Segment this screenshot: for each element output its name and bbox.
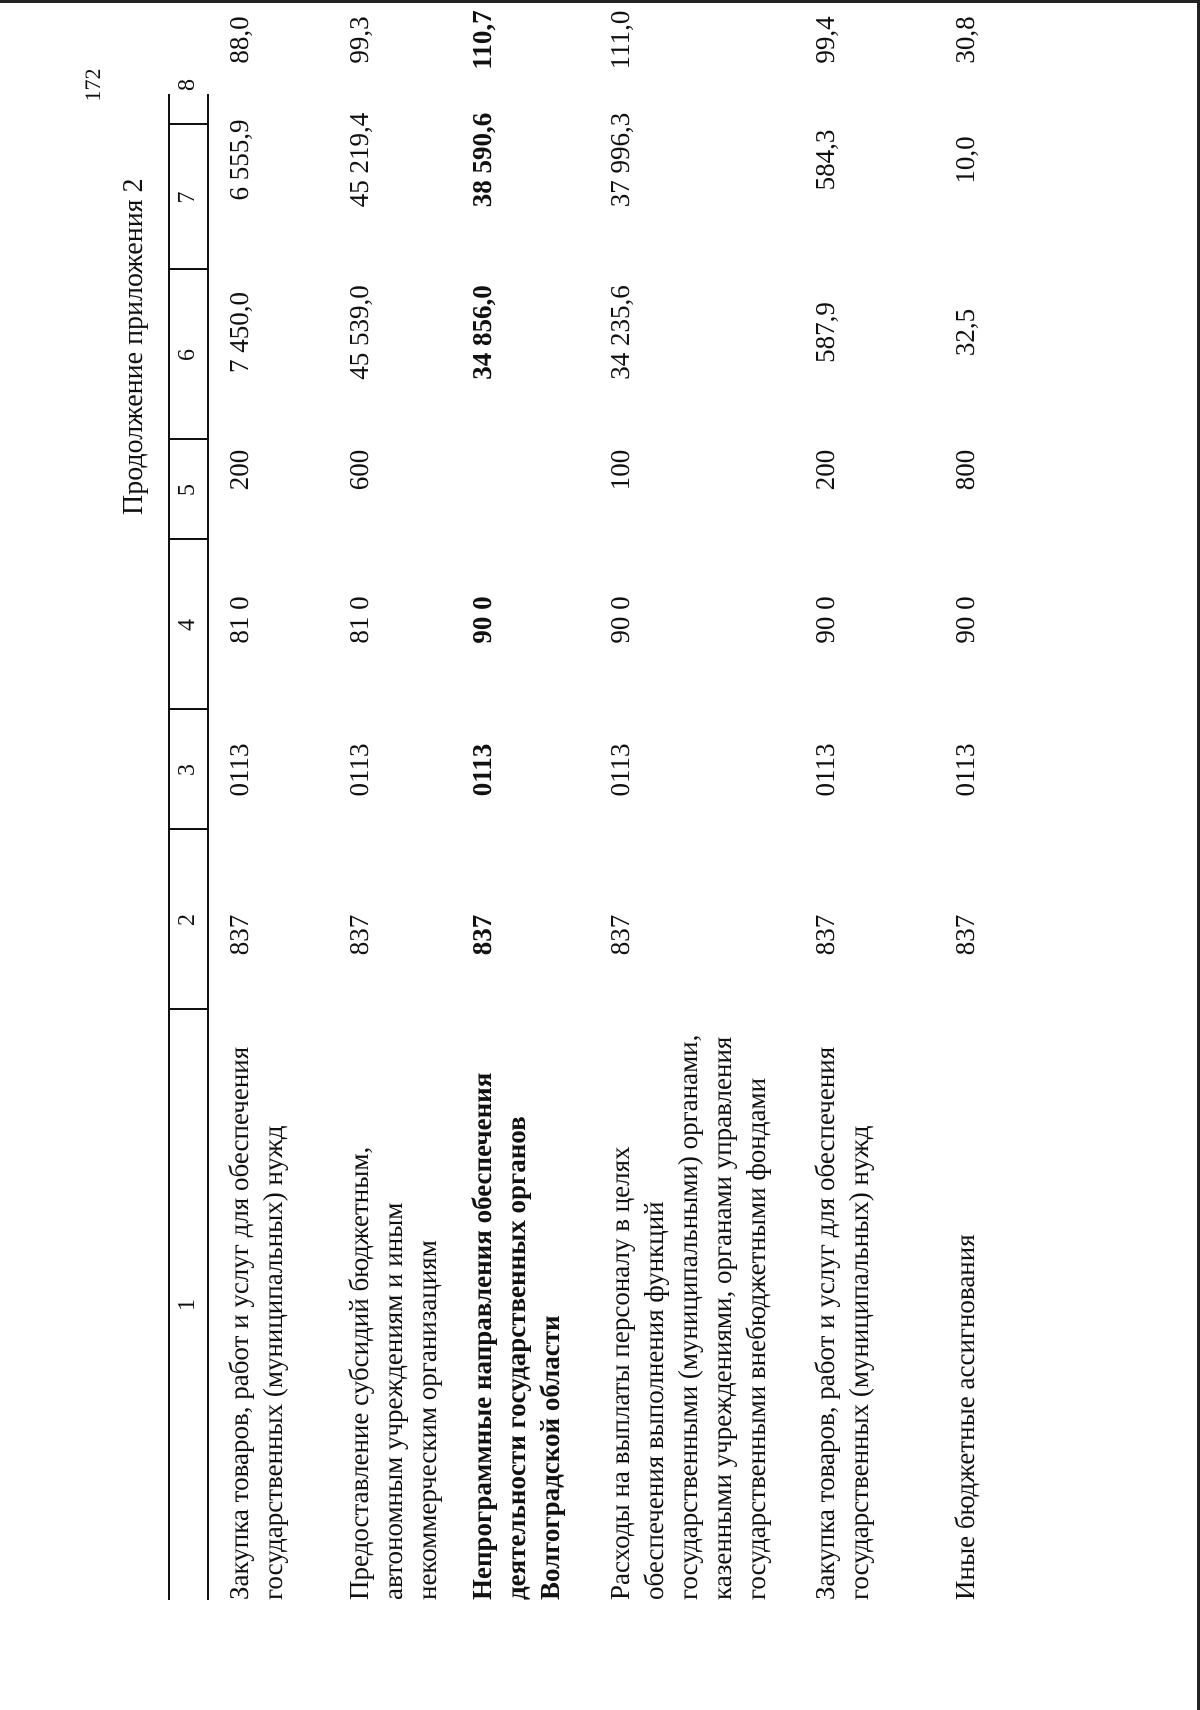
- ministry-code: 837: [605, 914, 635, 956]
- program-code: 90 0: [950, 596, 980, 644]
- column-header: 3: [174, 764, 200, 776]
- planned-amount: 34 235,6: [605, 285, 635, 380]
- section-code: 0113: [950, 743, 980, 797]
- actual-amount: 37 996,3: [605, 112, 635, 208]
- expense-name: Закупка товаров, работ и услуг для обеспечения государственных (муниципальных) нужд: [810, 1046, 874, 1600]
- expense-name: Предоставление субсидий бюджетным, автономным учреждениям и иным некоммерческим организациям: [344, 1146, 442, 1600]
- page-number: 172: [80, 68, 105, 102]
- actual-amount: 38 590,6: [467, 112, 497, 208]
- program-code: 90 0: [605, 596, 635, 644]
- section-code: 0113: [605, 743, 635, 797]
- planned-amount: 32,5: [950, 308, 980, 357]
- expense-type-code: 200: [810, 449, 840, 491]
- expense-name: Иные бюджетные ассигнования: [950, 1234, 980, 1600]
- ministry-code: 837: [810, 914, 840, 956]
- section-code: 0113: [467, 743, 497, 797]
- column-header: 1: [174, 1299, 200, 1311]
- column-header: 5: [174, 484, 200, 496]
- expense-type-code: 200: [224, 449, 254, 491]
- section-code: 0113: [224, 743, 254, 797]
- table-header-rule: [207, 94, 209, 1600]
- column-header: 2: [174, 914, 200, 926]
- percent-executed: 99,4: [810, 16, 840, 64]
- percent-executed: 30,8: [950, 16, 980, 64]
- ministry-code: 837: [344, 914, 374, 956]
- planned-amount: 45 539,0: [344, 285, 374, 380]
- program-code: 81 0: [344, 596, 374, 644]
- expense-type-code: 100: [605, 449, 635, 491]
- ministry-code: 837: [224, 914, 254, 956]
- expense-name: Расходы на выплаты персоналу в целях обеспечения выполнения функций государственными (муниципальными) органами, казенными учреждениями, органами управления государственными внебюджетными фондами: [605, 1034, 771, 1600]
- actual-amount: 584,3: [810, 129, 840, 191]
- ministry-code: 837: [467, 914, 497, 956]
- actual-amount: 6 555,9: [224, 119, 254, 201]
- section-code: 0113: [810, 743, 840, 797]
- ministry-code: 837: [950, 914, 980, 956]
- percent-executed: 111,0: [605, 10, 635, 70]
- actual-amount: 45 219,4: [344, 112, 374, 208]
- actual-amount: 10,0: [950, 136, 980, 184]
- column-header: 7: [174, 191, 200, 204]
- percent-executed: 99,3: [344, 16, 374, 64]
- section-code: 0113: [344, 743, 374, 797]
- planned-amount: 7 450,0: [224, 292, 254, 373]
- planned-amount: 34 856,0: [467, 285, 497, 380]
- program-code: 81 0: [224, 596, 254, 644]
- appendix-continuation-label: Продолжение приложения 2: [118, 178, 149, 515]
- column-header: 8: [174, 79, 200, 91]
- expense-name: Непрограммные направления обеспечения деятельности государственных органов Волгоградской области: [467, 1072, 565, 1600]
- expense-name: Закупка товаров, работ и услуг для обеспечения государственных (муниципальных) нужд: [224, 1046, 288, 1600]
- column-header: 4: [174, 619, 200, 631]
- program-code: 90 0: [467, 596, 497, 644]
- expense-type-code: 800: [950, 449, 980, 491]
- program-code: 90 0: [810, 596, 840, 644]
- percent-executed: 88,0: [224, 16, 254, 64]
- planned-amount: 587,9: [810, 302, 840, 363]
- column-header: 6: [174, 349, 200, 361]
- percent-executed: 110,7: [467, 10, 497, 70]
- expense-type-code: 600: [344, 449, 374, 491]
